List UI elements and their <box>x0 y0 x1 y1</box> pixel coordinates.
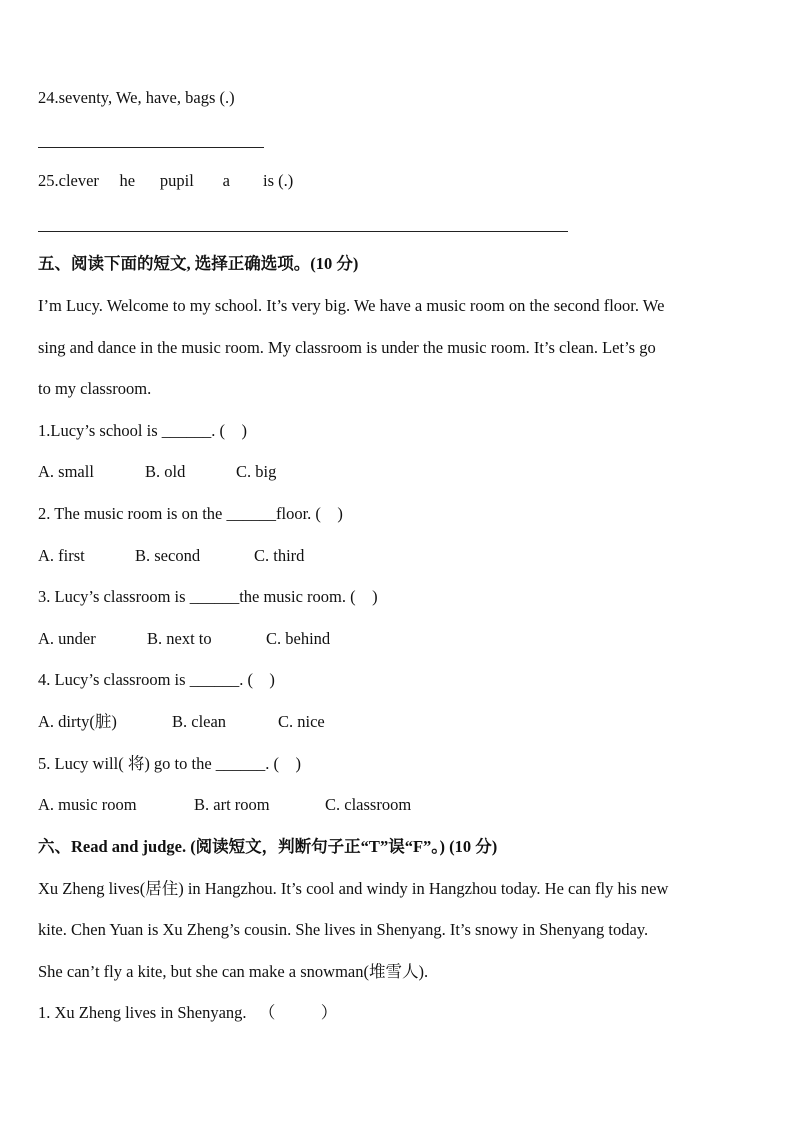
option-b: B. art room <box>194 795 270 814</box>
option-b: B. next to <box>147 629 212 648</box>
mc-options-1 <box>38 462 276 482</box>
option-a: A. music room <box>38 795 137 814</box>
option-c: C. big <box>236 462 277 481</box>
option-b: B. second <box>135 546 201 565</box>
mc-options-2 <box>38 546 304 566</box>
option-a: A. small <box>38 462 94 481</box>
question-25: 25.clever he pupil a is (.) <box>38 171 294 190</box>
section-5-heading: 五、阅读下面的短文, 选择正确选项。(10 分) <box>38 254 359 273</box>
passage-5-line-3: to my classroom. <box>38 379 152 398</box>
option-a: A. under <box>38 629 96 648</box>
passage-6-line-3: She can’t fly a kite, but she can make a snowman(堆雪人). <box>38 962 429 981</box>
mc-question-4: 4. Lucy’s classroom is ______. ( ) <box>38 670 275 689</box>
judge-statement-1: 1. Xu Zheng lives in Shenyang. （ ） <box>38 1003 338 1022</box>
answer-line-25 <box>38 231 568 232</box>
option-c: C. classroom <box>325 795 412 814</box>
mc-options-4 <box>38 712 325 732</box>
mc-options-5 <box>38 795 411 815</box>
question-24: 24.seventy, We, have, bags (.) <box>38 88 235 107</box>
mc-question-3: 3. Lucy’s classroom is ______the music room. ( ) <box>38 587 378 606</box>
mc-question-2: 2. The music room is on the ______floor. ( ) <box>38 504 343 523</box>
passage-5-line-2: sing and dance in the music room. My classroom is under the music room. It’s clean. Let’s go <box>38 338 656 357</box>
option-b: B. clean <box>172 712 227 731</box>
mc-question-5: 5. Lucy will( 将) go to the ______. ( ) <box>38 754 302 773</box>
answer-line-24 <box>38 147 264 148</box>
option-c: C. behind <box>266 629 331 648</box>
option-b: B. old <box>145 462 186 481</box>
option-a: A. dirty(脏) <box>38 712 117 731</box>
passage-6-line-2: kite. Chen Yuan is Xu Zheng’s cousin. She lives in Shenyang. It’s snowy in Shenyang today. <box>38 920 649 939</box>
option-c: C. third <box>254 546 305 565</box>
option-c: C. nice <box>278 712 325 731</box>
section-6-heading: 六、Read and judge. (阅读短文，判断句子正“T”误“F”。) (10 分) <box>38 837 498 856</box>
passage-5-line-1: I’m Lucy. Welcome to my school. It’s very big. We have a music room on the second floor. We <box>38 296 665 315</box>
mc-options-3 <box>38 629 330 649</box>
mc-question-1: 1.Lucy’s school is ______. ( ) <box>38 421 247 440</box>
passage-6-line-1: Xu Zheng lives(居住) in Hangzhou. It’s cool and windy in Hangzhou today. He can fly his new <box>38 879 669 898</box>
option-a: A. first <box>38 546 85 565</box>
